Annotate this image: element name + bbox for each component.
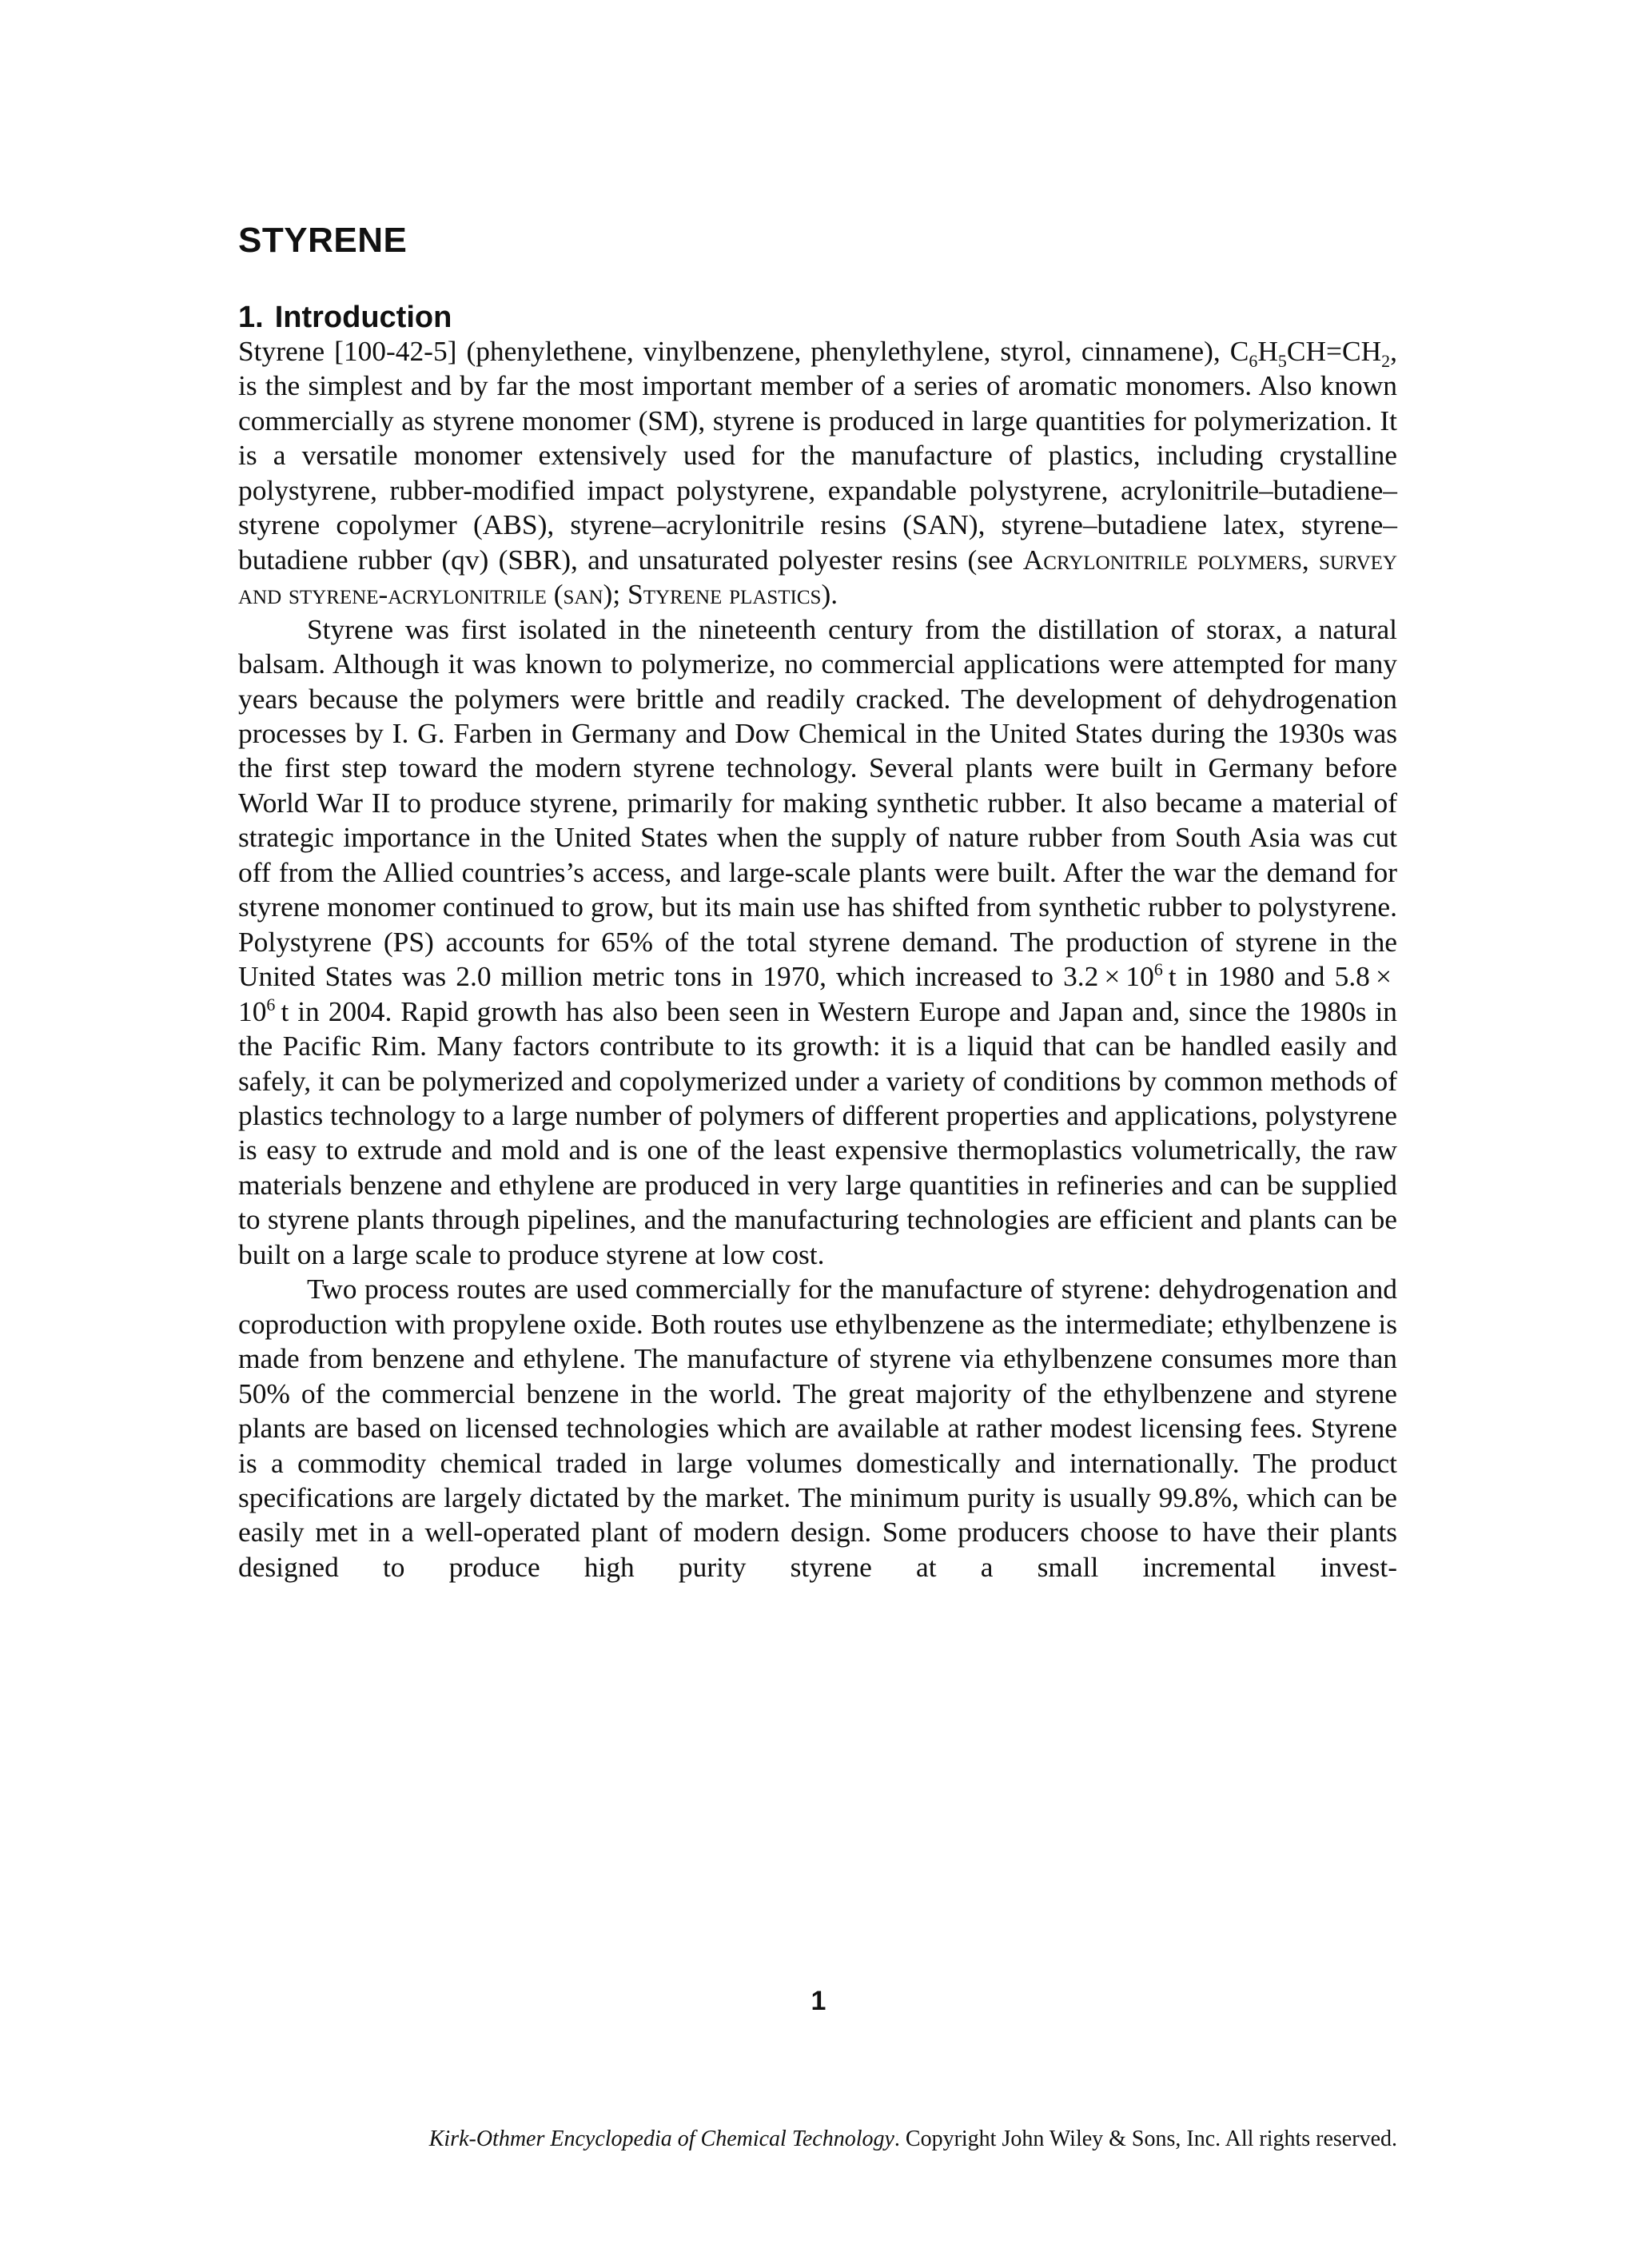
p2-sup-2: 6 xyxy=(266,994,276,1014)
page-title: STYRENE xyxy=(238,221,408,260)
section-number: 1. xyxy=(238,301,264,334)
paragraph-3: Two process routes are used commercially for the manufacture of styrene: dehydrogenation and coproduction with propylene oxide. Both routes use ethylbenzene as the intermediate; ethylbenzene is made from benzene and ethylene. The manufacture of styrene via ethylbenzene consumes more than 50% of the commercial benzene in the world. The great majority of the ethylbenzene and styrene plants are based on licensed technologies which are available at rather modest licensing fees. Styrene is a commodity chemical traded in large volumes domestically and internationally. The product specifications are largely dictated by the market. The minimum purity is usually 99.8%, which can be easily met in a well-operated plant of modern design. Some producers choose to have their plants designed to produce high purity styrene at a small incremental invest- xyxy=(238,1273,1397,1583)
p2-text-b: t in 1980 and 5.8 × 10 xyxy=(238,960,1397,1027)
cross-reference-acrylonitrile: Acrylonitrile polymers, survey and styrene-acrylonitrile (san) xyxy=(238,543,1397,611)
p1-text-d: , is the simplest and by far the most important member of a series of aromatic monomers. Also known commercially as styrene monomer (SM), styrene is produced in large quantities for polymerization. It is a versatile monomer extensively used for the manufacture of plastics, including crystalline polystyrene, rubber-modified impact polystyrene, expandable polystyrene, acrylonitrile–butadiene–styrene copolymer (ABS), styrene–acrylonitrile resins (SAN), styrene–butadiene latex, styrene–butadiene rubber (qv) (SBR), and unsaturated polyester resins (see xyxy=(238,335,1397,576)
section-title: Introduction xyxy=(274,301,452,334)
p1-sub-1: 6 xyxy=(1249,351,1258,372)
p1-sub-2: 5 xyxy=(1277,351,1287,372)
paragraph-1 xyxy=(238,334,1397,612)
footer xyxy=(238,2126,1397,2152)
p2-sup-1: 6 xyxy=(1153,959,1163,980)
footer-source-title: Kirk-Othmer Encyclopedia of Chemical Technology xyxy=(428,2126,894,2151)
p1-end: ). xyxy=(821,578,838,611)
p1-text-c: CH=CH xyxy=(1286,335,1382,367)
section-heading xyxy=(238,301,452,335)
p1-separator: ; xyxy=(612,578,628,611)
body-text xyxy=(238,334,1397,1584)
paragraph-2 xyxy=(238,612,1397,1273)
cross-reference-styrene-plastics: Styrene plastics xyxy=(627,578,822,611)
p1-text-b: H xyxy=(1257,335,1278,367)
p2-text-a: Styrene was first isolated in the nineteenth century from the distillation of storax, a natural balsam. Although it was known to polymerize, no commercial applications were attempted for many years because the polymers were brittle and readily cracked. The development of dehydrogenation processes by I. G. Farben in Germany and Dow Chemical in the United States during the 1930s was the first step toward the modern styrene technology. Several plants were built in Germany before World War II to produce styrene, primarily for making synthetic rubber. It also became a material of strategic importance in the United States when the supply of nature rubber from South Asia was cut off from the Allied countries’s access, and large-scale plants were built. After the war the demand for styrene monomer continued to grow, but its main use has shifted from synthetic rubber to polystyrene. Polystyrene (PS) accounts for 65% of the total styrene demand. The production of styrene in the United States was 2.0 million metric tons in 1970, which increased to 3.2 × 10 xyxy=(238,612,1397,993)
p1-sub-3: 2 xyxy=(1381,351,1391,372)
footer-copyright: . Copyright John Wiley & Sons, Inc. All rights reserved. xyxy=(894,2126,1397,2151)
page-number: 1 xyxy=(811,1986,826,2016)
p2-text-c: t in 2004. Rapid growth has also been seen in Western Europe and Japan and, since the 1980s in the Pacific Rim. Many factors contribute to its growth: it is a liquid that can be handled easily and safely, it can be polymerized and copolymerized under a variety of conditions by common methods of plastics technology to a large number of polymers of different properties and applications, polystyrene is easy to extrude and mold and is one of the least expensive thermoplastics volumetrically, the raw materials benzene and ethylene are produced in very large quantities in refineries and can be supplied to styrene plants through pipelines, and the manufacturing technologies are efficient and plants can be built on a large scale to produce styrene at low cost. xyxy=(238,994,1397,1270)
p1-text-a: Styrene [100-42-5] (phenylethene, vinylbenzene, phenylethylene, styrol, cinnamene), C xyxy=(238,335,1249,367)
